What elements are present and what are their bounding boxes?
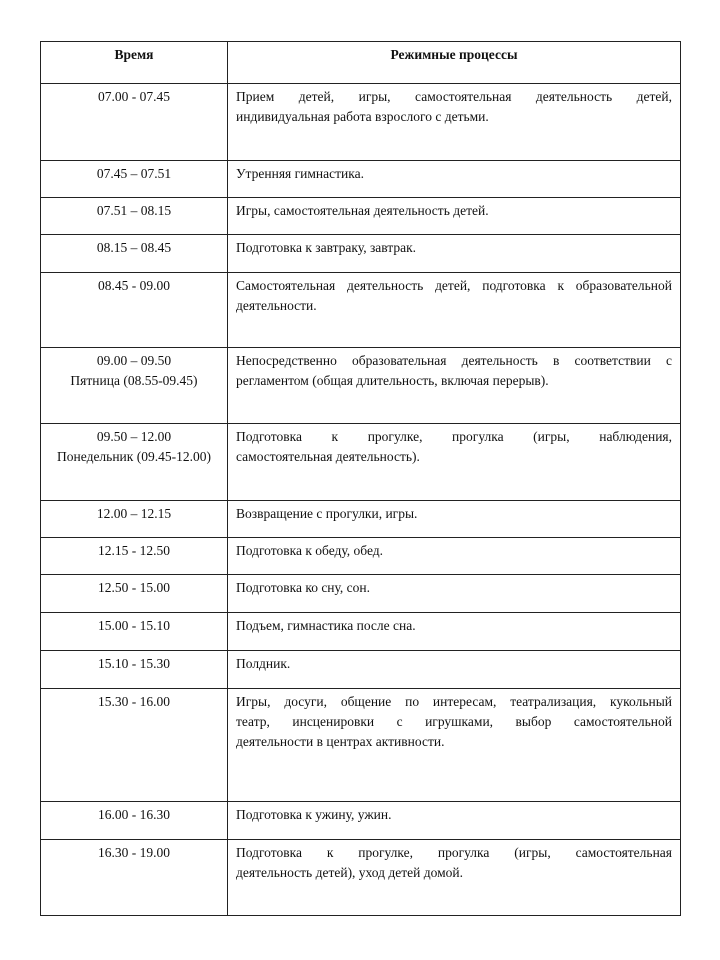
time-note: Пятница (08.55-09.45) (70, 373, 198, 388)
table-row (41, 235, 681, 273)
process-cell (228, 689, 681, 802)
time-cell (41, 198, 228, 235)
table-row (41, 689, 681, 802)
time-range: 15.00 - 15.10 (98, 618, 170, 633)
process-text-line: Самостоятельная деятельность детей, подготовка к образовательной (236, 278, 672, 293)
time-cell (41, 273, 228, 348)
table-row (41, 424, 681, 501)
process-text-line: Подготовка ко сну, сон. (236, 580, 371, 595)
time-cell (41, 538, 228, 575)
time-range: 07.51 – 08.15 (96, 203, 172, 218)
process-cell (228, 198, 681, 235)
time-range: 15.30 - 16.00 (98, 694, 170, 709)
table-row (41, 613, 681, 651)
table-row (41, 802, 681, 840)
process-cell (228, 273, 681, 348)
process-cell (228, 538, 681, 575)
time-range: 07.00 - 07.45 (98, 89, 170, 104)
table-header-row (41, 42, 681, 84)
time-cell (41, 235, 228, 273)
process-text-line: регламентом (общая длительность, включая перерыв). (236, 373, 549, 388)
header-processes: Режимные процессы (228, 42, 681, 84)
time-range: 15.10 - 15.30 (98, 656, 170, 671)
process-text-line: Подъем, гимнастика после сна. (236, 618, 416, 633)
time-cell (41, 161, 228, 198)
process-text-line: Подготовка к прогулке, прогулка (игры, самостоятельная (236, 845, 672, 860)
process-text-line: Игры, досуги, общение по интересам, театрализация, кукольный (236, 694, 672, 709)
process-cell (228, 613, 681, 651)
process-text-line: Подготовка к прогулке, прогулка (игры, наблюдения, (236, 429, 672, 444)
time-cell (41, 613, 228, 651)
process-text-line: индивидуальная работа взрослого с детьми. (236, 109, 489, 124)
time-range: 16.00 - 16.30 (98, 807, 170, 822)
time-range: 12.15 - 12.50 (98, 543, 170, 558)
time-cell (41, 575, 228, 613)
process-cell (228, 235, 681, 273)
table-row (41, 84, 681, 161)
time-range: 09.50 – 12.00 (96, 429, 172, 444)
process-text-line: Непосредственно образовательная деятельность в соответствии с (236, 353, 672, 368)
time-range: 12.00 – 12.15 (96, 506, 172, 521)
process-text-line: Полдник. (236, 656, 291, 671)
process-text-line: Игры, самостоятельная деятельность детей. (236, 203, 489, 218)
table-row (41, 198, 681, 235)
process-cell (228, 651, 681, 689)
time-cell (41, 840, 228, 916)
process-text-line: деятельность детей), уход детей домой. (236, 865, 464, 880)
schedule-table (40, 41, 681, 916)
table-row (41, 273, 681, 348)
time-cell (41, 348, 228, 424)
process-cell (228, 84, 681, 161)
process-text-line: Подготовка к обеду, обед. (236, 543, 384, 558)
process-cell (228, 840, 681, 916)
process-text-line: деятельности в центрах активности. (236, 734, 445, 749)
time-range: 07.45 – 07.51 (96, 166, 172, 181)
process-text-line: Утренняя гимнастика. (236, 166, 364, 181)
time-range: 12.50 - 15.00 (98, 580, 170, 595)
table-row (41, 651, 681, 689)
process-text-line: Подготовка к завтраку, завтрак. (236, 240, 417, 255)
schedule-rows (41, 84, 681, 916)
schedule-document (40, 41, 680, 916)
table-row (41, 501, 681, 538)
table-row (41, 348, 681, 424)
time-range: 09.00 – 09.50 (96, 353, 172, 368)
process-text-line: Возвращение с прогулки, игры. (236, 506, 418, 521)
time-cell (41, 84, 228, 161)
time-cell (41, 802, 228, 840)
process-cell (228, 161, 681, 198)
process-cell (228, 575, 681, 613)
time-cell (41, 651, 228, 689)
time-range: 08.45 - 09.00 (98, 278, 170, 293)
process-cell (228, 424, 681, 501)
time-cell (41, 501, 228, 538)
time-cell (41, 689, 228, 802)
header-time: Время (41, 42, 228, 84)
process-text-line: Подготовка к ужину, ужин. (236, 807, 392, 822)
table-row (41, 161, 681, 198)
process-text-line: деятельности. (236, 298, 317, 313)
time-cell (41, 424, 228, 501)
time-range: 16.30 - 19.00 (98, 845, 170, 860)
time-note: Понедельник (09.45-12.00) (57, 449, 211, 464)
process-text-line: театр, инсценировки с игрушками, выбор самостоятельной (236, 714, 672, 729)
table-row (41, 575, 681, 613)
table-row (41, 840, 681, 916)
process-cell (228, 348, 681, 424)
table-row (41, 538, 681, 575)
process-cell (228, 501, 681, 538)
time-range: 08.15 – 08.45 (96, 240, 172, 255)
process-text-line: Прием детей, игры, самостоятельная деятельность детей, (236, 89, 672, 104)
process-text-line: самостоятельная деятельность). (236, 449, 420, 464)
process-cell (228, 802, 681, 840)
